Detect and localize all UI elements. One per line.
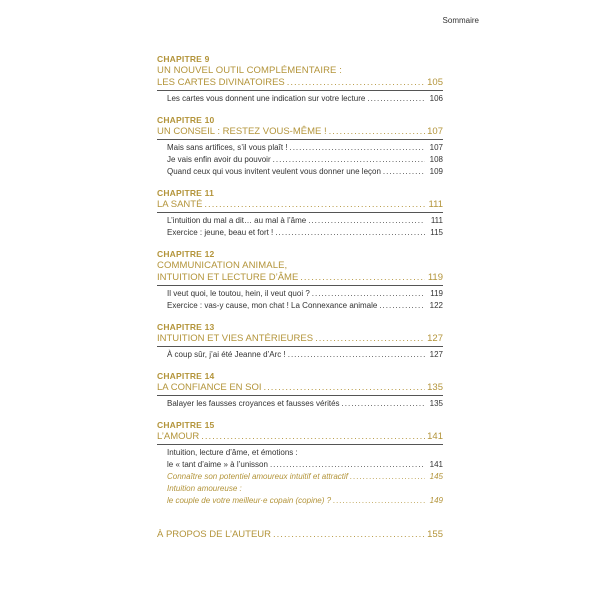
divider: [157, 395, 443, 396]
about-author-title: À PROPOS DE L’AUTEUR: [157, 529, 272, 540]
chapter-number: CHAPITRE 10: [157, 115, 215, 125]
page-number: 109: [429, 167, 443, 176]
running-header: Sommaire: [442, 16, 479, 25]
subentry-title: Balayer les fausses croyances et fausses vérités: [167, 399, 340, 408]
page-number: 119: [430, 289, 443, 298]
chapter-section: [157, 371, 443, 410]
divider: [157, 90, 443, 91]
chapter-title-entry[interactable]: [157, 431, 443, 443]
leader-dots: [379, 300, 425, 312]
subentry[interactable]: [157, 495, 443, 507]
subentry[interactable]: [157, 142, 443, 154]
page-number: 106: [429, 94, 443, 103]
chapter-number: CHAPITRE 15: [157, 420, 215, 430]
leader-dots: [333, 495, 425, 507]
subentry[interactable]: [157, 215, 443, 227]
page-number: 107: [429, 143, 443, 152]
leader-dots: [329, 126, 425, 138]
leader-dots: [350, 471, 425, 483]
page-number: 115: [430, 228, 443, 237]
subentry-title: Les cartes vous donnent une indication sur votre lecture: [167, 94, 366, 103]
table-of-contents: [157, 54, 443, 541]
subentry[interactable]: [157, 288, 443, 300]
chapter-title-entry[interactable]: [157, 333, 443, 345]
leader-dots: [264, 382, 425, 394]
page-number: 111: [428, 199, 443, 210]
chapter-list: [157, 54, 443, 507]
page-number: 135: [429, 399, 443, 408]
page-number: 127: [429, 350, 443, 359]
chapter-section: [157, 188, 443, 239]
chapter-section: [157, 54, 443, 105]
subentry[interactable]: [157, 227, 443, 239]
subentry[interactable]: [157, 349, 443, 361]
chapter-title: INTUITION ET VIES ANTÉRIEURES: [157, 333, 314, 344]
subentry[interactable]: [157, 459, 443, 471]
page-number: 145: [429, 472, 443, 481]
chapter-number: CHAPITRE 11: [157, 188, 214, 198]
chapter-title: LA CONFIANCE EN SOI: [157, 382, 262, 393]
chapter-title-entry[interactable]: [157, 77, 443, 89]
divider: [157, 139, 443, 140]
subentry[interactable]: [157, 93, 443, 105]
subentry-line: Intuition amoureuse :: [167, 484, 242, 493]
chapter-title-entry[interactable]: [157, 199, 443, 211]
subentry-title: Je vais enfin avoir du pouvoir: [167, 155, 271, 164]
chapter-title: INTUITION ET LECTURE D’ÂME: [157, 272, 299, 283]
chapter-title: UN CONSEIL : RESTEZ VOUS-MÊME !: [157, 126, 327, 137]
page-number: 119: [427, 272, 443, 283]
leader-dots: [342, 398, 425, 410]
divider: [157, 212, 443, 213]
leader-dots: [288, 349, 425, 361]
page-number: 122: [429, 301, 443, 310]
chapter-section: [157, 115, 443, 178]
chapter-title-entry[interactable]: [157, 382, 443, 394]
leader-dots: [312, 288, 425, 300]
page-number: 111: [430, 216, 443, 225]
chapter-title-entry[interactable]: [157, 272, 443, 284]
chapter-section: [157, 420, 443, 507]
page-number: 141: [427, 431, 443, 442]
divider: [157, 285, 443, 286]
leader-dots: [308, 215, 425, 227]
divider: [157, 346, 443, 347]
subentry[interactable]: [157, 154, 443, 166]
page-number: 149: [429, 496, 443, 505]
page-number: 127: [427, 333, 443, 344]
subentry[interactable]: [157, 471, 443, 483]
subentry-title: le couple de votre meilleur·e copain (copine) ?: [167, 496, 332, 505]
subentry-title: Exercice : vas-y cause, mon chat ! La Connexance animale: [167, 301, 378, 310]
leader-dots: [315, 333, 425, 345]
leader-dots: [204, 199, 425, 211]
leader-dots: [270, 459, 425, 471]
chapter-section: [157, 322, 443, 361]
page-number: 108: [429, 155, 443, 164]
leader-dots: [287, 77, 425, 89]
leader-dots: [273, 529, 425, 541]
chapter-section: [157, 249, 443, 312]
page-number: 141: [429, 460, 443, 469]
about-author-entry[interactable]: [157, 529, 443, 541]
page-number: 105: [427, 77, 443, 88]
subentry-title: Exercice : jeune, beau et fort !: [167, 228, 274, 237]
leader-dots: [273, 154, 425, 166]
chapter-title-line: UN NOUVEL OUTIL COMPLÉMENTAIRE :: [157, 65, 342, 76]
subentry[interactable]: [157, 166, 443, 178]
chapter-number: CHAPITRE 14: [157, 371, 215, 381]
chapter-title: L’AMOUR: [157, 431, 200, 442]
subentry-line: Intuition, lecture d’âme, et émotions :: [167, 448, 298, 457]
subentry-title: Quand ceux qui vous invitent veulent vous donner une leçon: [167, 167, 381, 176]
page-number: 135: [427, 382, 443, 393]
subentry-title: L’intuition du mal a dit… au mal à l’âme: [167, 216, 307, 225]
leader-dots: [275, 227, 425, 239]
page-number: 107: [427, 126, 443, 137]
chapter-title-entry[interactable]: [157, 126, 443, 138]
subentry-title: le « tant d’aime » à l’unisson: [167, 460, 268, 469]
chapter-number: CHAPITRE 13: [157, 322, 215, 332]
leader-dots: [201, 431, 425, 443]
chapter-number: CHAPITRE 9: [157, 54, 210, 64]
page-number: 155: [427, 529, 443, 540]
subentry-title: Mais sans artifices, s’il vous plaît !: [167, 143, 288, 152]
subentry-title: À coup sûr, j’ai été Jeanne d’Arc !: [167, 350, 286, 359]
subentry[interactable]: [157, 398, 443, 410]
subentry-title: Connaître son potentiel amoureux intuitif et attractif: [167, 472, 348, 481]
subentry-title: Il veut quoi, le toutou, hein, il veut quoi ?: [167, 289, 310, 298]
chapter-title: LES CARTES DIVINATOIRES: [157, 77, 285, 88]
chapter-title-line: COMMUNICATION ANIMALE,: [157, 260, 288, 271]
leader-dots: [300, 272, 425, 284]
leader-dots: [289, 142, 425, 154]
chapter-title: LA SANTÉ: [157, 199, 203, 210]
divider: [157, 444, 443, 445]
subentry[interactable]: [157, 300, 443, 312]
leader-dots: [367, 93, 425, 105]
chapter-number: CHAPITRE 12: [157, 249, 215, 259]
leader-dots: [383, 166, 425, 178]
